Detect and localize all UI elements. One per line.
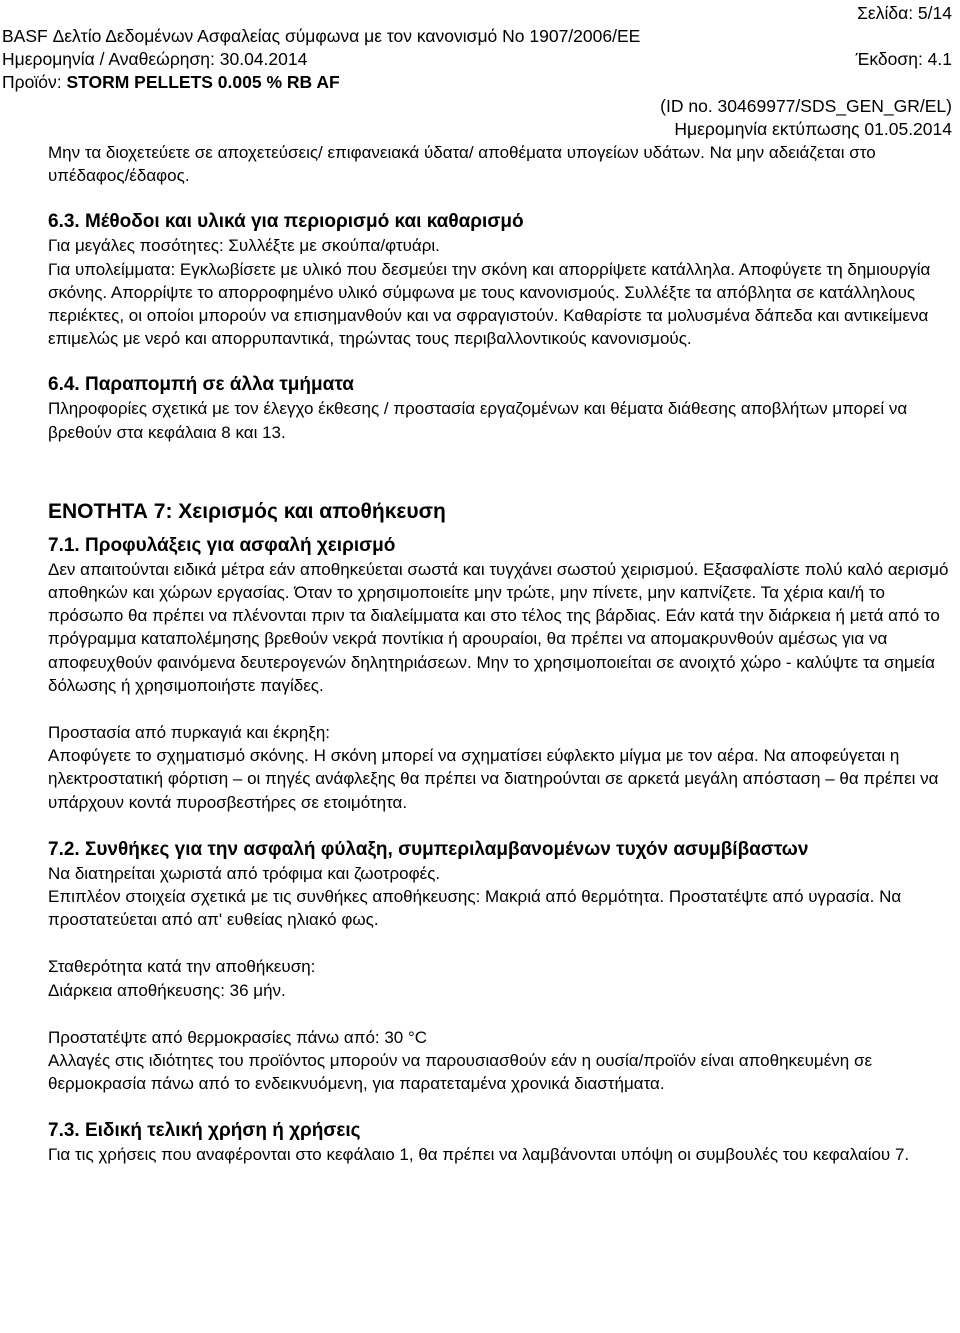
section-7-3-title: 7.3. Ειδική τελική χρήση ή χρήσεις <box>48 1120 361 1142</box>
section-6-4-title: 6.4. Παραπομπή σε άλλα τμήματα <box>48 374 354 396</box>
document-body <box>48 141 953 1167</box>
section-6-4-text: Πληροφορίες σχετικά με τον έλεγχο έκθεσης / προστασία εργαζομένων και θέματα διάθεσης αποβλήτων μπορεί να βρεθούν στα κεφάλαια 8 και 13. <box>48 399 908 442</box>
fire-protection-text: Αποφύγετε το σχηματισμό σκόνης. Η σκόνη μπορεί να σχηματίσει εύφλεκτο μίγμα με τον αέρα. Να αποφεύγεται η ηλεκτροστατική φόρτιση – οι πηγές ανάφλεξης θα πρέπει να διατηρούνται σε αρκετά μεγάλη απόσταση – θα πρέπει να υπάρχουν κοντά πυροσβεστήρες σε ετοιμότητα. <box>48 746 939 812</box>
section-6-3-line1: Για μεγάλες ποσότητες: Συλλέξτε με σκούπα/φτυάρι. <box>48 236 440 256</box>
id-number: (ID no. 30469977/SDS_GEN_GR/EL) <box>660 96 952 116</box>
section-7-title: ΕΝΟΤΗΤΑ 7: Χειρισμός και αποθήκευση <box>48 499 446 523</box>
product-name: STORM PELLETS 0.005 % RB AF <box>66 72 340 92</box>
intro-paragraph: Μην τα διοχετεύετε σε αποχετεύσεις/ επιφανειακά ύδατα/ αποθέματα υπογείων υδάτων. Να μην αδειάζεται στο υπέδαφος/έδαφος. <box>48 143 876 186</box>
temperature-text: Αλλαγές στις ιδιότητες του προϊόντος μπορούν να παρουσιασθούν εάν η ουσία/προϊόν είναι αποθηκευμένη σε θερμοκρασία πάνω από το ενδεικνυόμενη, για παρατεταμένα χρονικά διαστήματα. <box>48 1051 873 1094</box>
section-7-2-line1: Να διατηρείται χωριστά από τρόφιμα και ζωοτροφές. <box>48 863 441 883</box>
fire-protection-heading: Προστασία από πυρκαγιά και έκρηξη: <box>48 723 331 743</box>
section-7-1-title: 7.1. Προφυλάξεις για ασφαλή χειρισμό <box>48 534 396 556</box>
section-7-3-text: Για τις χρήσεις που αναφέρονται στο κεφάλαιο 1, θα πρέπει να λαμβάνονται υπόψη οι συμβουλές του κεφαλαίου 7. <box>48 1145 910 1165</box>
section-7-1-text: Δεν απαιτούνται ειδικά μέτρα εάν αποθηκεύεται σωστά και τυγχάνει σωστού χειρισμού. Εξασφαλίστε πολύ καλό αερισμό αποθηκών και χώρων εργασίας. Όταν το χρησιμοποιείτε μην τρώτε, μην πίνετε, μην καπνίζετε. Τα χέρια και/ή το πρόσωπο θα πρέπει να πλένονται πριν τα διαλείμματα και στο τέλος της βάρδιας. Εάν κατά την διάρκεια ή μετά από το πρόγραμμα καταπολέμησης βρεθούν νεκρά ποντίκια ή αρουραίοι, θα πρέπει να απομακρυνθούν αμέσως για να αποφευχθούν φαινόμενα δευτερογενών δηλητηριάσεων. Μην το χρησιμοποιείται σε ανοιχτό χώρο - καλύψτε τα σημεία δόλωσης ή χρησιμοποιήστε παγίδες. <box>48 559 949 695</box>
revision-date: Ημερομηνία / Αναθεώρηση: 30.04.2014 <box>2 49 308 69</box>
document-title: BASF Δελτίο Δεδομένων Ασφαλείας σύμφωνα με τον κανονισμό Νο 1907/2006/ΕΕ <box>2 26 641 46</box>
product-line <box>2 71 340 93</box>
section-7-2-line2: Επιπλέον στοιχεία σχετικά με τις συνθήκες αποθήκευσης: Μακριά από θερμότητα. Προστατέψτε από υγρασία. Να προστατεύεται από απ' ευθείας ηλιακό φως. <box>48 887 902 930</box>
section-7-2-title: 7.2. Συνθήκες για την ασφαλή φύλαξη, συμπεριλαμβανομένων τυχόν ασυμβίβαστων <box>48 838 809 860</box>
product-label: Προϊόν: <box>2 72 62 92</box>
edition: Έκδοση: 4.1 <box>855 49 952 69</box>
storage-stability-heading: Σταθερότητα κατά την αποθήκευση: <box>48 957 316 977</box>
section-6-3-title: 6.3. Μέθοδοι και υλικά για περιορισμό και καθαρισμό <box>48 211 524 233</box>
print-date: Ημερομηνία εκτύπωσης 01.05.2014 <box>674 119 952 139</box>
section-6-3-line2: Για υπολείμματα: Εγκλωβίσετε με υλικό που δεσμεύει την σκόνη και απορρίψετε κατάλληλα. Αποφύγετε τη δημιουργία σκόνης. Απορρίψτε το απορροφημένο υλικό σύμφωνα με τους κανονισμούς. Συλλέξτε τα απόβλητα σε κατάλληλους περιέκτες, οι οποίοι μπορούν να επισημανθούν και να σφραγιστούν. Καθαρίστε τα μολυσμένα δάπεδα και αντικείμενα επιμελώς με νερό και απορρυπαντικά, τηρώντας τους περιβαλλοντικούς κανονισμούς. <box>48 259 931 349</box>
temperature-heading: Προστατέψτε από θερμοκρασίες πάνω από: 30 °C <box>48 1027 428 1047</box>
page-number: Σελίδα: 5/14 <box>857 3 952 23</box>
storage-stability-text: Διάρκεια αποθήκευσης: 36 μήν. <box>48 980 286 1000</box>
